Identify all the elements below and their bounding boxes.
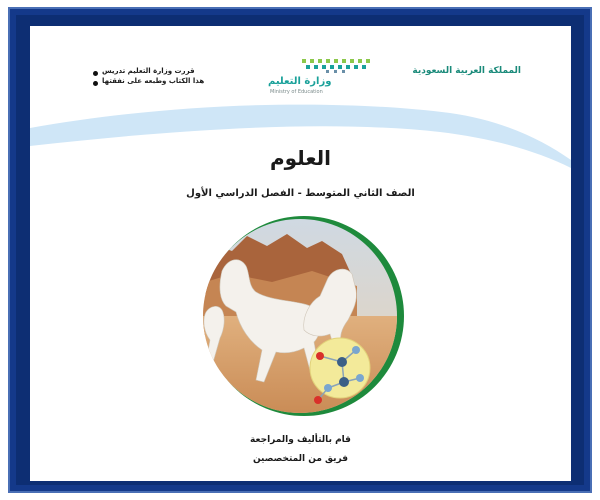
book-subtitle: الصف الثاني المتوسط - الفصل الدراسي الأول [186, 188, 415, 199]
ministry-name-en: Ministry of Education [270, 89, 323, 95]
book-cover-page [30, 26, 571, 481]
credit-line1: قام بالتأليف والمراجعة [250, 435, 351, 445]
bullet-icon [93, 71, 98, 76]
credit-line2: فريق من المتخصصين [252, 454, 349, 464]
ministry-name-ar: وزارة التعليم [268, 76, 332, 87]
ministry-logo-icon [300, 57, 374, 75]
bullet-icon [93, 81, 98, 86]
ministry-note-line2: هذا الكتاب وطبعه على نفقتها [102, 77, 205, 85]
book-title: العلوم [269, 146, 331, 170]
ministry-note-line1: قررت وزارة التعليم تدريس [102, 67, 195, 75]
kingdom-name: المملكة العربية السعودية [412, 66, 521, 76]
cover-illustration [192, 216, 412, 416]
